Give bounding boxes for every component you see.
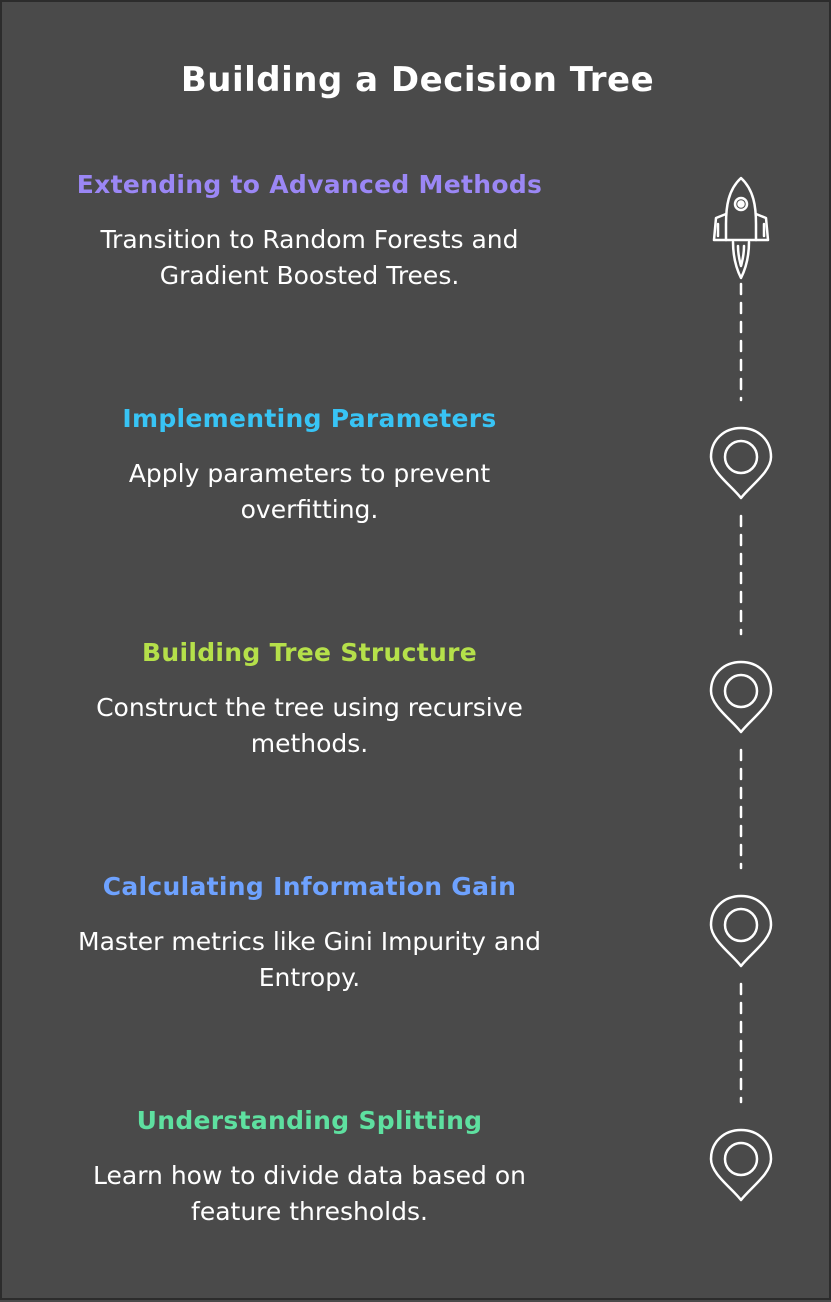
step-understanding-splitting: [32, 1104, 587, 1230]
rocket-icon: [714, 178, 768, 278]
step-heading: Extending to Advanced Methods: [76, 170, 543, 199]
step-description: Learn how to divide data based on feature thresholds.: [93, 1161, 526, 1226]
step-heading: Implementing Parameters: [122, 404, 497, 433]
step-description: Apply parameters to prevent overfitting.: [128, 459, 491, 524]
step-heading: Understanding Splitting: [136, 1106, 483, 1135]
step-building-tree-structure: [32, 636, 587, 762]
map-pin-icon: [711, 896, 771, 966]
step-heading: Calculating Information Gain: [102, 872, 517, 901]
step-extending-advanced-methods: [32, 168, 587, 294]
map-pin-icon: [711, 662, 771, 732]
step-heading: Building Tree Structure: [142, 638, 477, 667]
step-implementing-parameters: [32, 402, 587, 528]
step-description: Master metrics like Gini Impurity and Entropy.: [78, 927, 541, 992]
step-calculating-information-gain: [32, 870, 587, 996]
map-pin-icon: [711, 1130, 771, 1200]
step-description: Transition to Random Forests and Gradient Boosted Trees.: [100, 225, 519, 290]
diagram-title: Building a Decision Tree: [180, 60, 655, 100]
map-pin-icon: [711, 428, 771, 498]
step-description: Construct the tree using recursive methods.: [96, 693, 523, 758]
